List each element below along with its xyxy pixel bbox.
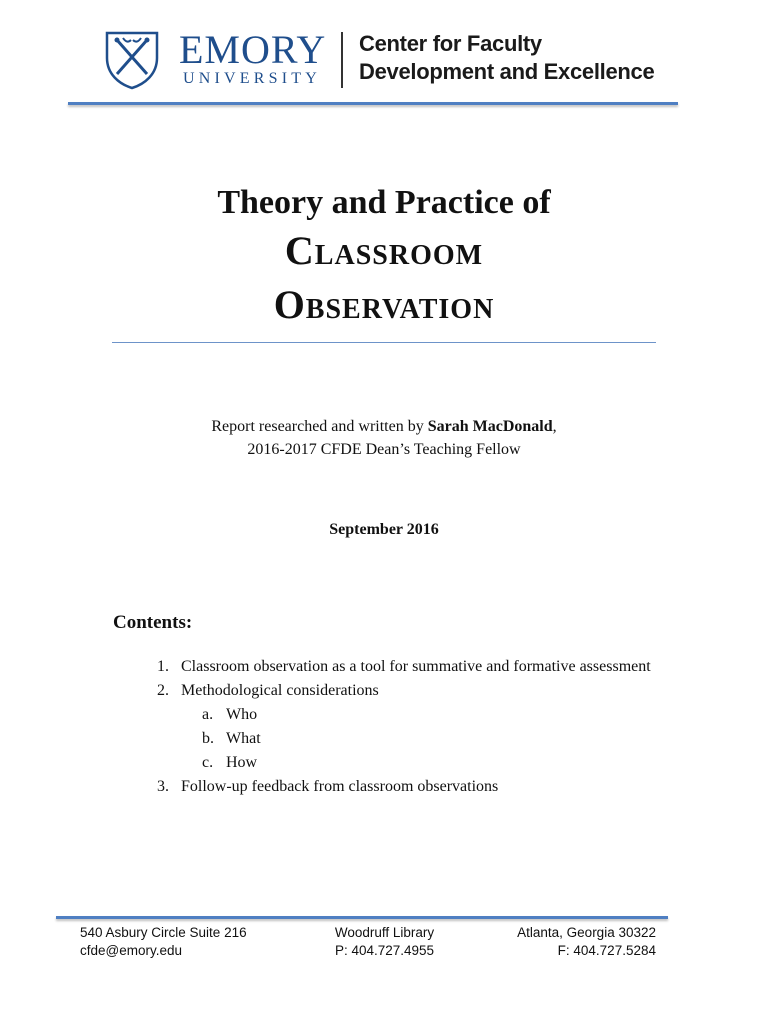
toc-subitem [157,727,661,751]
toc-item-number: 2. [157,682,169,699]
footer-phone: P: 404.727.4955 [334,943,435,958]
title-line1: Theory and Practice of [217,184,551,221]
header-divider [341,32,343,88]
toc-subitem [157,703,661,727]
toc-subitem-letter: b. [202,730,214,747]
toc-item-text: Follow-up feedback from classroom observations [181,778,499,795]
toc-subitem-text: Who [226,706,258,723]
center-name-line1: Center for Faculty [359,31,542,56]
toc-subitem-text: What [226,730,261,747]
toc-item-text: Classroom observation as a tool for summative and formative assessment [181,658,651,675]
footer-rule [56,916,668,919]
toc-item [157,775,661,799]
brand-wordmark: EMORY [179,27,327,72]
toc-subitem-letter: c. [202,754,214,771]
title-line2: Classroom [284,228,484,273]
byline-line2: 2016-2017 CFDE Dean’s Teaching Fellow [247,441,521,458]
toc-subitem-text: How [226,754,258,771]
author-name: Sarah MacDonald [427,418,553,435]
footer-city [486,924,656,960]
byline-prefix: Report researched and written by [211,418,428,435]
header-rule [68,102,678,105]
byline-suffix: , [552,418,557,435]
footer-building: Woodruff Library [334,925,435,940]
center-name [359,30,654,86]
footer-library [327,924,442,960]
toc-item-number: 1. [157,658,169,675]
title-line3: Observation [273,282,495,327]
table-of-contents [157,655,661,799]
emory-shield-icon [105,30,159,90]
brand-subtitle: UNIVERSITY [183,70,321,87]
toc-item [157,655,661,679]
toc-item-number: 3. [157,778,169,795]
byline-line1 [0,415,768,438]
center-name-line2: Development and Excellence [359,59,655,84]
footer-address [80,924,247,960]
toc-subitem-letter: a. [202,706,214,723]
page-header [105,28,665,94]
toc-subitem [157,751,661,775]
toc-item [157,679,661,703]
footer-city-state: Atlanta, Georgia 30322 [517,925,656,940]
title-rule [112,342,656,343]
contents-heading: Contents: [113,612,193,633]
footer-street: 540 Asbury Circle Suite 216 [80,925,247,940]
byline [0,415,768,461]
document-title [0,182,768,332]
toc-item-text: Methodological considerations [181,682,379,699]
footer-email: cfde@emory.edu [80,943,183,958]
report-date: September 2016 [329,521,439,538]
footer-fax: F: 404.727.5284 [557,943,656,958]
